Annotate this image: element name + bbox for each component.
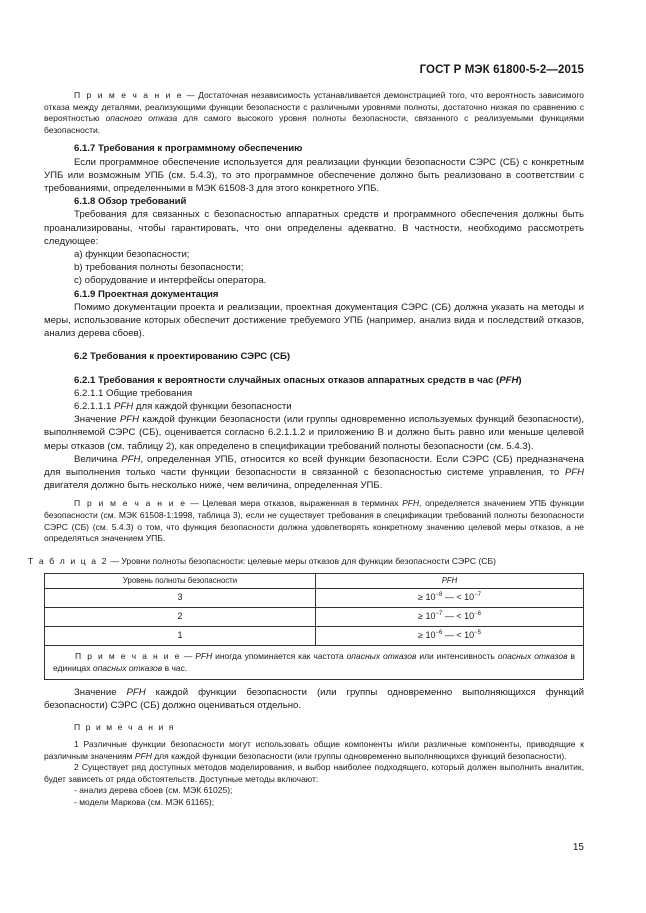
section-6-1-9-text: Помимо документации проекта и реализации, проектная документация СЭРС (СБ) должна указать на методы и меры, использование которых обеспечит достижение требуемого УПБ (например, анализ вида и последствий отказов, анализ дерева сбоев). [44,301,584,340]
table-caption [28,555,584,568]
list-item: - модели Маркова (см. МЭК 61165); [74,797,215,807]
section-6-2-1-heading [44,374,584,387]
note-italic: опасных отказов [346,651,417,662]
heading-text: 6.2.1 Требования к вероятности случайных опасных отказов аппаратных средств в час ( [74,374,500,386]
table-cell-pfh [316,627,584,646]
pfh-lower-exp: −7 [435,611,443,618]
sub-rest: для каждой функции безопасности [133,401,292,413]
note-2: 2 Существует ряд доступных методов моделирования, и выбор наиболее подходящего, который должен выполнить аналитик, будет зависеть от ряда обстоятельств. Доступные методы включают: [44,762,584,784]
standard-code-header: ГОСТ Р МЭК 61800-5-2—2015 [419,64,584,76]
section-6-1-7-text: Если программное обеспечение используется для реализации функции безопасности СЭРС (СБ) с конкретным УПБ или возможным УПБ (см. 5.4.3), то это программное обеспечение должно быть реализовано в соответствии с требованиями, определенными в МЭК 61508-3 для этого конкретного УПБ. [44,156,584,194]
pfh-upper-exp: −7 [474,592,481,599]
table-row [45,627,584,646]
header-italic: PFH [441,576,458,586]
note-italic: PFH [195,651,213,662]
table-cell-level: 3 [45,589,316,608]
section-6-2-1-1-1 [44,400,584,413]
p-italic: PFH [564,467,584,479]
list-item: - анализ дерева сбоев (см. МЭК 61025); [74,785,233,796]
section-6-1-7-heading: 6.1.7 Требования к программному обеспечению [74,143,303,155]
caption-label: Т а б л и ц а 2 [28,555,108,566]
pfh-lower-exp: −6 [435,630,443,637]
p-text: Значение [74,414,120,426]
note-italic: опасных отказов [497,651,568,662]
pfh-lower: ≥ 10 [418,592,436,603]
section-6-2-heading: 6.2 Требования к проектированию СЭРС (СБ) [74,351,291,363]
pfh-upper: < 10 [456,611,475,622]
p-text: каждой функции безопасности (или группы одновременно используемых функций безопасности), выполняемой СЭРС (СБ), оценивается согласно 6.2.1.1.2 и приложению В и должно быть равно или меньше целевой меры отказов (см. таблицу 2), как определено в спецификации требований полноты безопасности (см. 5.4.3). [44,414,584,452]
caption-text: — Уровни полноты безопасности: целевые меры отказов для функции безопасности СЭРС (СБ) [107,555,497,566]
p-italic: PFH [126,687,146,699]
page-content [28,90,585,809]
sub-num: 6.2.1.1.1 [74,401,115,413]
note-text: — [180,651,196,662]
note-text: иногда упоминается как частота [212,651,347,662]
note-text: — Достаточная независимость устанавливается демонстрацией того, что вероятность зависимого отказа между деталями, реализующими функции безопасности с различными уровнями полноты, достаточно низкая по сравнению с вероятностью [44,90,584,124]
note-target-failure [44,498,584,544]
pfh-sep: — [442,611,457,622]
sil-table [44,573,584,680]
table-note-cell [45,646,584,680]
note-intro [44,90,584,136]
table-cell-level: 2 [45,608,316,627]
table-header-cell [316,574,584,589]
note-text: для каждой функции безопасности (или группы одновременно выполняющихся функций безопасности). [151,750,567,761]
list-item: c) оборудование и интерфейсы оператора. [74,275,267,287]
table-header-cell: Уровень полноты безопасности [45,574,316,589]
p-italic: PFH [119,414,140,426]
note-italic: PFH [402,498,420,509]
table-cell-pfh [316,589,584,608]
table-cell-level: 1 [45,627,316,646]
pfh-upper: < 10 [456,592,475,603]
p-text: , определенная УПБ, относится ко всей функции безопасности. Если СЭРС (СБ) предназначена для выполнения только части функции безопасности в связанной с безопасностью системе управления, то [44,453,585,479]
note-italic: PFH [134,750,152,761]
p-text: Величина [74,453,122,465]
pfh-paragraph-2 [44,453,584,493]
note-label: П р и м е ч а н и е [75,651,181,662]
table-note-row [45,646,584,680]
note-1 [44,739,584,762]
note-text: или интенсивность [416,651,498,662]
note-text: в час. [162,662,188,673]
pfh-paragraph-1 [44,413,584,453]
note-label: П р и м е ч а н и е [74,498,187,509]
table-cell-pfh [316,608,584,627]
pfh-sep: — [442,592,457,603]
section-6-1-9-heading: 6.1.9 Проектная документация [74,288,219,300]
note-text: 1 Различные функции безопасности могут использовать общие компоненты и/или различные компоненты, приводящие к различным значениям [44,739,584,761]
table-row [45,608,584,627]
heading-italic: PFH [499,374,519,386]
pfh-lower: ≥ 10 [418,611,436,622]
pfh-upper-exp: −6 [474,611,481,618]
table-row [45,589,584,608]
page-number: 15 [572,842,584,853]
note-text: , определяется значением УПБ функции безопасности (см. МЭК 61508-1:1998, таблица 3), если не существует требования в спецификации требований полноты безопасности СЭРС (СБ) (см. 5.4.3) о том, что функция безопасности должна удовлетворять конкретному значению целевой меры отказов, а не определяться значением УПБ. [44,498,584,544]
pfh-upper: < 10 [456,630,475,641]
pfh-lower-exp: −8 [435,592,443,599]
sub-italic: PFH [114,401,134,413]
p-text: каждой функции безопасности (или группы одновременно выполняющихся функций безопасности) СЭРС (СБ) должно оцениваться отдельно. [44,687,584,712]
p-text: Значение [74,687,127,699]
pfh-upper-exp: −5 [474,630,481,637]
p-text: двигателя должно быть несколько ниже, чем величина, определенная УПБ. [44,480,383,492]
note-text: — Целевая мера отказов, выраженная в терминах [186,498,403,509]
notes-label: П р и м е ч а н и я [74,722,176,733]
table-header-row [45,574,584,589]
section-6-1-8-text: Требования для связанных с безопасностью аппаратных средств и программного обеспечения должны быть проанализированы, чтобы гарантировать, что они определены адекватно. В частности, необходимо рассмотреть следующее: [44,209,584,247]
note-label: П р и м е ч а н и е [74,90,184,100]
list-item: b) требования полноты безопасности; [74,262,244,274]
pfh-lower: ≥ 10 [418,630,436,641]
section-6-2-1-1: 6.2.1.1 Общие требования [74,387,193,399]
note-italic: опасных отказов [92,662,163,673]
pfh-sep: — [442,630,457,641]
heading-end: ) [518,374,522,386]
list-item: a) функции безопасности; [74,249,190,260]
note-text-end: для самого высокого уровня полноты безопасности, связанного с реализуемыми функциями безопасности. [44,113,584,135]
note-italic: опасного отказа [105,113,178,124]
section-6-1-8-heading: 6.1.8 Обзор требований [74,196,187,208]
p-italic: PFH [121,453,141,465]
after-table-paragraph [44,686,584,712]
note-text: в единицах [53,651,575,673]
